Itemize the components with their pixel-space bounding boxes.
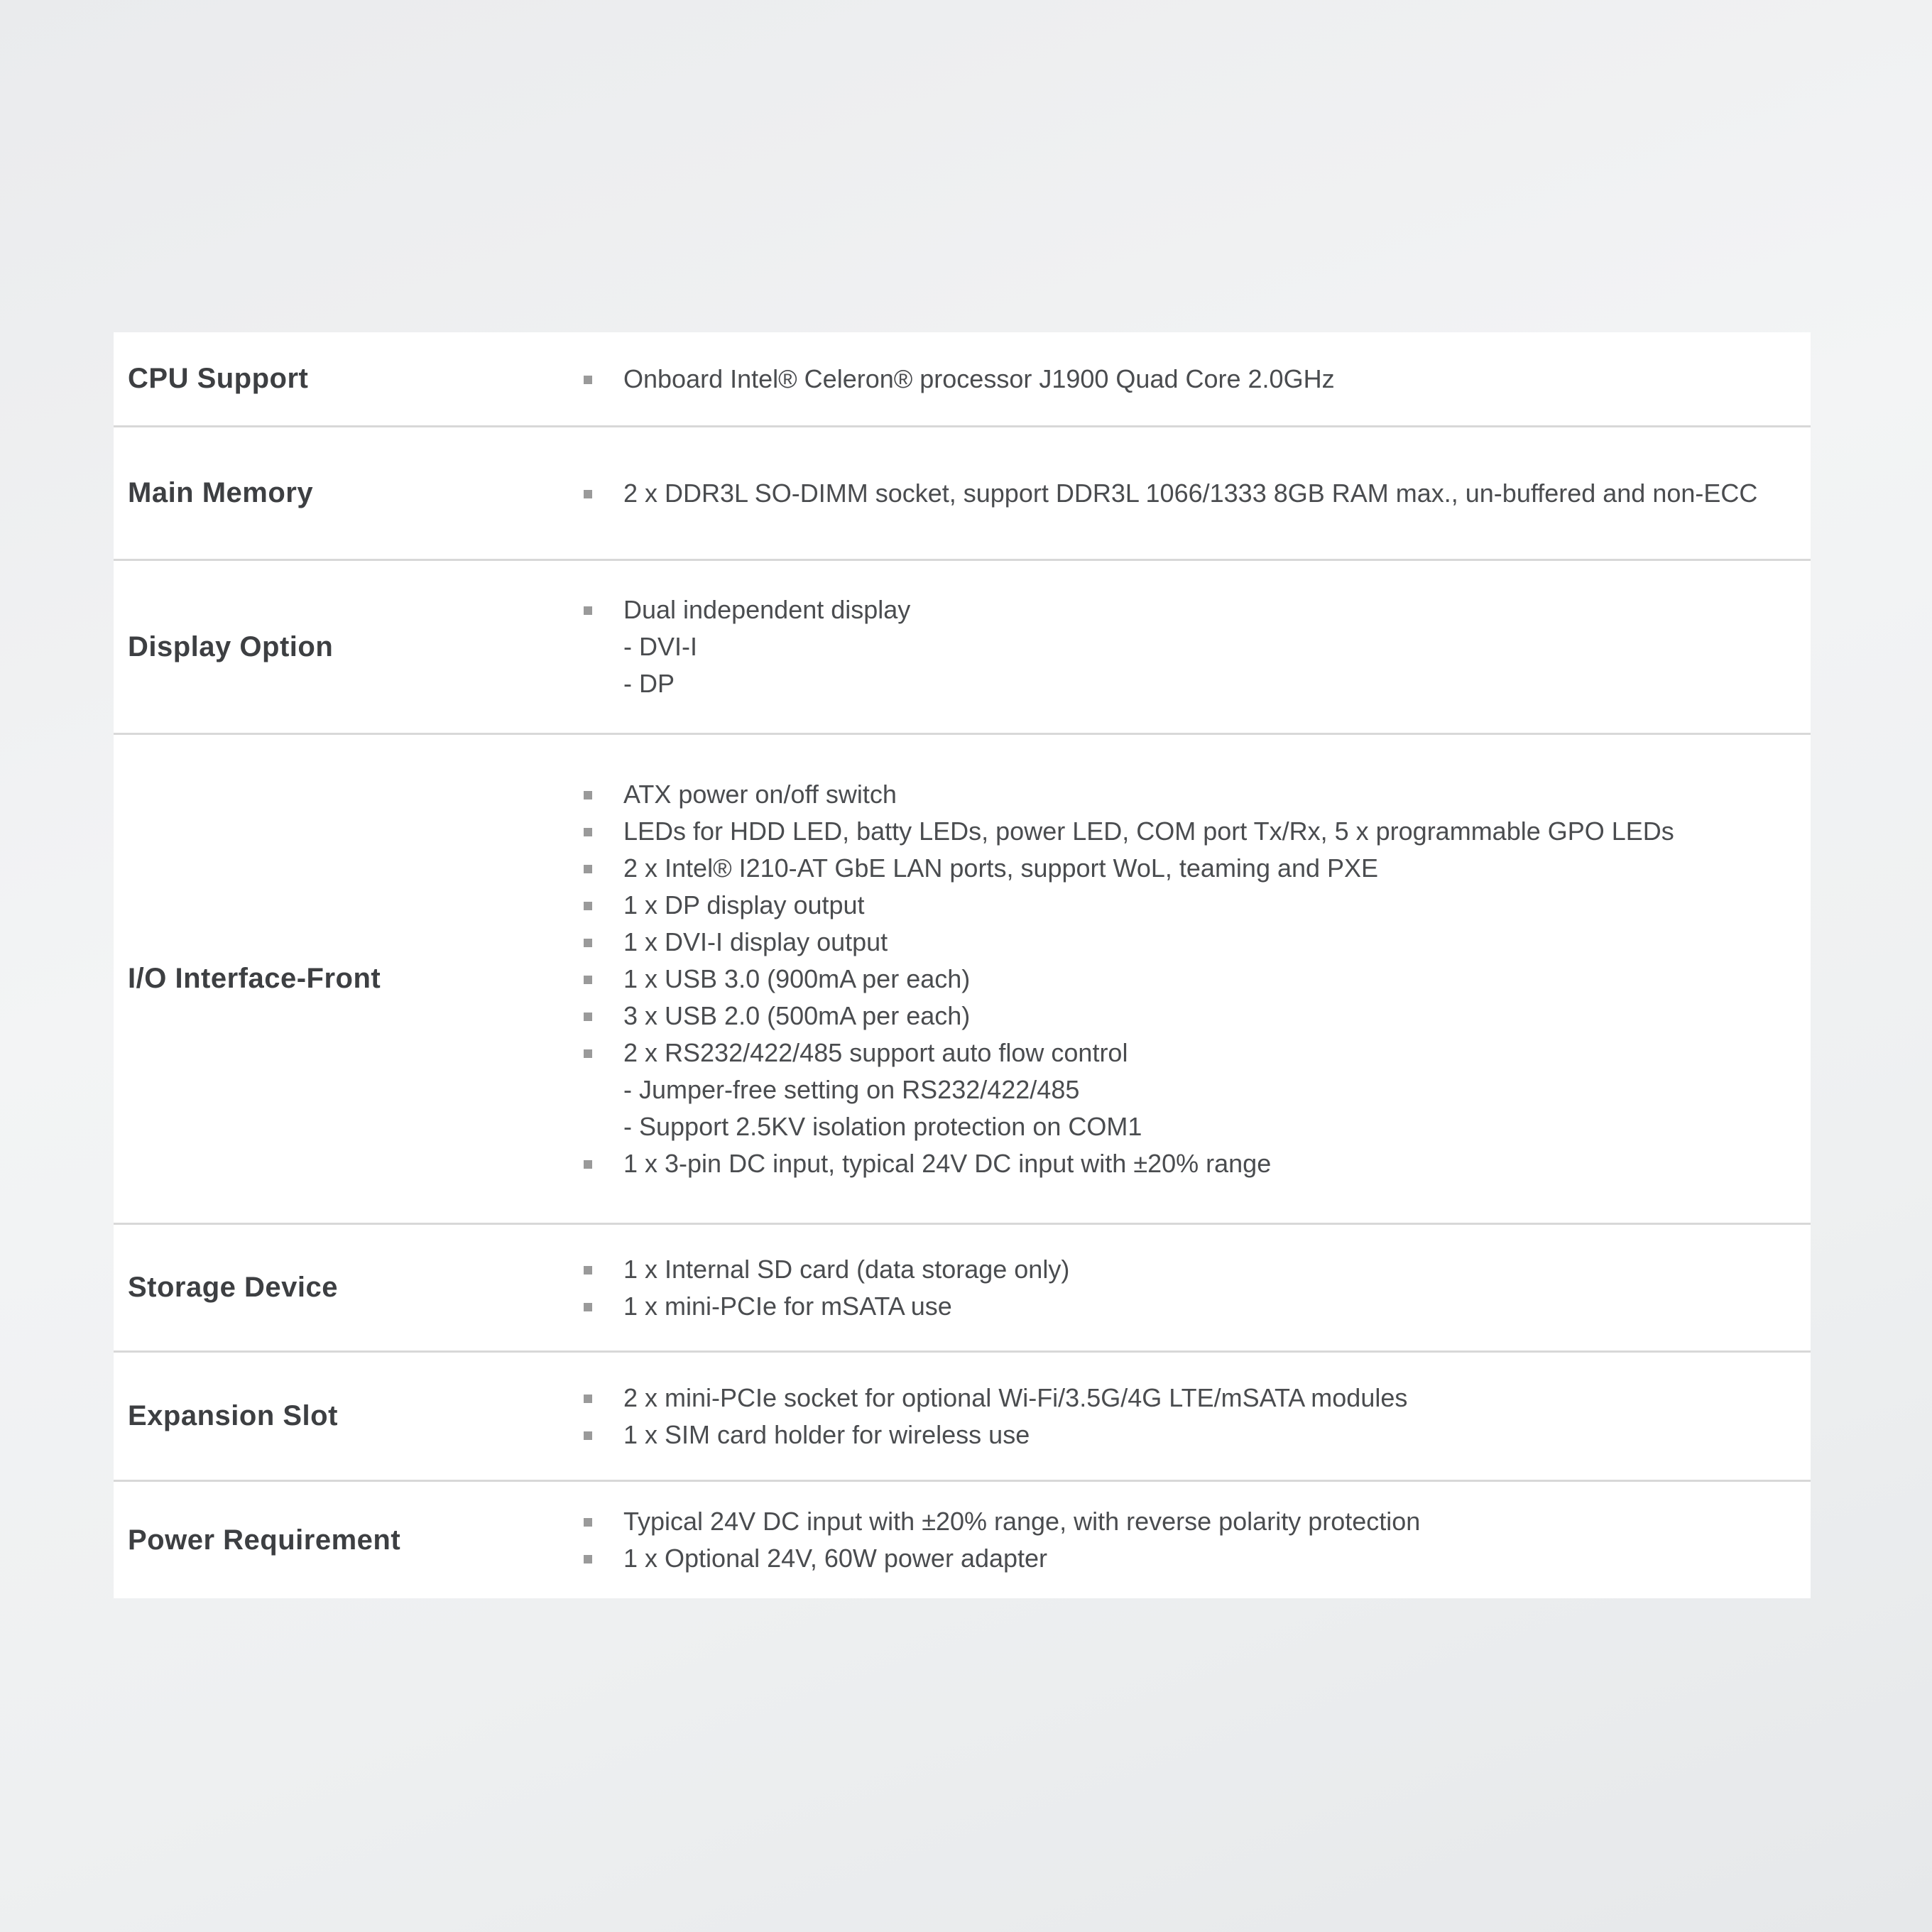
spec-item-subline: - DVI-I: [623, 632, 697, 661]
spec-value-display-option: [584, 591, 1811, 702]
spec-value-power-requirement: [584, 1503, 1811, 1577]
spec-item-text: 1 x USB 3.0 (900mA per each): [623, 964, 971, 993]
spec-row-io-interface-front: [114, 735, 1811, 1225]
bullet-square-icon: [584, 1555, 592, 1563]
spec-item: [584, 813, 1768, 850]
spec-item-text: 2 x mini-PCIe socket for optional Wi-Fi/3.5G/4G LTE/mSATA modules: [623, 1382, 1408, 1412]
spec-item: [584, 1540, 1768, 1577]
bullet-square-icon: [584, 606, 592, 615]
bullet-square-icon: [584, 1013, 592, 1021]
bullet-square-icon: [584, 1303, 592, 1311]
spec-item: [584, 1503, 1768, 1540]
spec-item-text: ATX power on/off switch: [623, 779, 897, 809]
spec-item: [584, 850, 1768, 887]
bullet-square-icon: [584, 490, 592, 498]
spec-item-text: Onboard Intel® Celeron® processor J1900 Quad Core 2.0GHz: [623, 364, 1335, 393]
spec-item-subline: - DP: [623, 669, 675, 698]
spec-item: [584, 1288, 1768, 1325]
spec-item-text: Dual independent display: [623, 595, 911, 624]
bullet-square-icon: [584, 1266, 592, 1275]
spec-item: [584, 1251, 1768, 1288]
spec-item: [584, 1145, 1768, 1182]
spec-label-cpu-support: CPU Support: [128, 363, 309, 394]
spec-item-text: 1 x mini-PCIe for mSATA use: [623, 1291, 952, 1321]
spec-item-text: Typical 24V DC input with ±20% range, with reverse polarity protection: [623, 1507, 1421, 1536]
spec-label-storage-device: Storage Device: [128, 1272, 339, 1303]
spec-item: [584, 887, 1768, 924]
bullet-square-icon: [584, 1395, 592, 1403]
spec-label-display-option: Display Option: [128, 631, 334, 662]
spec-value-main-memory: [584, 475, 1811, 512]
bullet-square-icon: [584, 976, 592, 984]
spec-row-display-option: [114, 561, 1811, 735]
spec-item-text: 1 x DVI-I display output: [623, 927, 888, 956]
spec-row-power-requirement: [114, 1482, 1811, 1598]
spec-item-text: LEDs for HDD LED, batty LEDs, power LED, COM port Tx/Rx, 5 x programmable GPO LEDs: [623, 816, 1674, 846]
bullet-square-icon: [584, 376, 592, 384]
spec-label-main-memory: Main Memory: [128, 477, 314, 508]
spec-row-expansion-slot: [114, 1353, 1811, 1482]
spec-item-text: 1 x Internal SD card (data storage only): [623, 1254, 1070, 1284]
spec-value-storage-device: [584, 1251, 1811, 1325]
spec-label-power-requirement: Power Requirement: [128, 1524, 401, 1556]
spec-label-expansion-slot: Expansion Slot: [128, 1400, 338, 1431]
spec-item: [584, 361, 1768, 398]
spec-item: [584, 475, 1768, 512]
spec-item-text: 2 x DDR3L SO-DIMM socket, support DDR3L 1066/1333 8GB RAM max., un-buffered and non-ECC: [623, 478, 1758, 508]
spec-item-text: 2 x Intel® I210-AT GbE LAN ports, support WoL, teaming and PXE: [623, 853, 1379, 883]
spec-item-subline: - Jumper-free setting on RS232/422/485: [623, 1074, 1080, 1104]
spec-item-text: 1 x 3-pin DC input, typical 24V DC input with ±20% range: [623, 1148, 1272, 1178]
spec-label-io-interface-front: I/O Interface-Front: [128, 963, 381, 994]
spec-item-text: 1 x Optional 24V, 60W power adapter: [623, 1544, 1048, 1573]
bullet-square-icon: [584, 828, 592, 836]
spec-item-text: 3 x USB 2.0 (500mA per each): [623, 1000, 971, 1030]
spec-item: [584, 1035, 1768, 1145]
bullet-square-icon: [584, 939, 592, 947]
spec-value-cpu-support: [584, 361, 1811, 398]
spec-value-io-interface-front: [584, 776, 1811, 1182]
bullet-square-icon: [584, 1049, 592, 1058]
bullet-square-icon: [584, 1160, 592, 1169]
spec-table: [114, 332, 1811, 1598]
spec-value-expansion-slot: [584, 1380, 1811, 1453]
bullet-square-icon: [584, 1431, 592, 1440]
spec-row-cpu-support: [114, 332, 1811, 427]
spec-item-text: 1 x SIM card holder for wireless use: [623, 1419, 1030, 1449]
bullet-square-icon: [584, 1518, 592, 1527]
spec-item-subline: - Support 2.5KV isolation protection on COM1: [623, 1111, 1142, 1141]
bullet-square-icon: [584, 791, 592, 799]
bullet-square-icon: [584, 865, 592, 873]
spec-item: [584, 961, 1768, 998]
spec-item: [584, 924, 1768, 961]
spec-item-text: 2 x RS232/422/485 support auto flow control: [623, 1037, 1128, 1067]
spec-row-main-memory: [114, 427, 1811, 561]
spec-item: [584, 1380, 1768, 1417]
spec-item-text: 1 x DP display output: [623, 890, 865, 919]
spec-item: [584, 1417, 1768, 1453]
spec-item: [584, 591, 1768, 702]
spec-item: [584, 776, 1768, 813]
spec-row-storage-device: [114, 1225, 1811, 1353]
bullet-square-icon: [584, 902, 592, 910]
spec-item: [584, 998, 1768, 1035]
